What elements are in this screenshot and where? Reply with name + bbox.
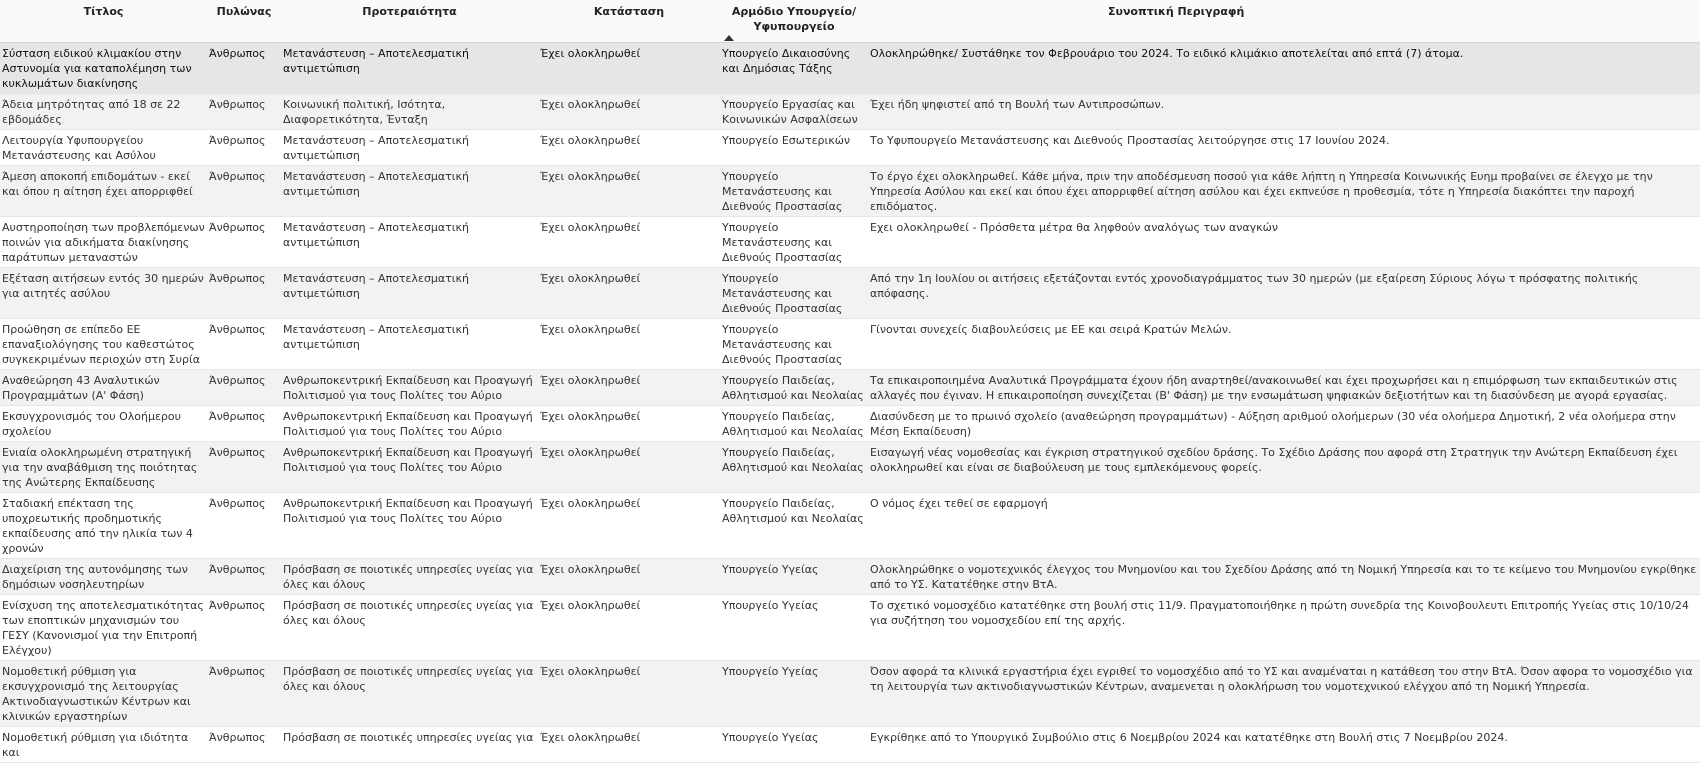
table-row[interactable] bbox=[0, 166, 1700, 217]
cell-priority: Ανθρωποκεντρική Εκπαίδευση και Προαγωγή Πολιτισμού για τους Πολίτες του Αύριο bbox=[281, 493, 538, 559]
cell-pillar: Άνθρωπος bbox=[207, 319, 281, 370]
cell-title: Εξέταση αιτήσεων εντός 30 ημερών για αιτητές ασύλου bbox=[0, 268, 207, 319]
cell-summary: Όσον αφορά τα κλινικά εργαστήρια έχει εγριθεί το νομοσχέδιο από το ΥΣ και αναμέναται η κατάθεση του στην ΒτΑ. Όσον αφορα το νομοσχέδιο για τη λειτουργία των ακτινοδιαγνωστικών Κέντρων, αναμενεται η ολοκλήρωση του νομοτεχνικού ελέγχου από τη Νομική Υπηρεσία. bbox=[868, 661, 1700, 727]
cell-summary: Γίνονται συνεχείς διαβουλεύσεις με ΕΕ και σειρά Κρατών Μελών. bbox=[868, 319, 1700, 370]
column-header-status[interactable]: Κατάσταση bbox=[538, 0, 720, 43]
cell-priority: Πρόσβαση σε ποιοτικές υπηρεσίες υγείας για όλες και όλους bbox=[281, 559, 538, 595]
table-row[interactable] bbox=[0, 268, 1700, 319]
cell-title: Ενιαία ολοκληρωμένη στρατηγική για την αναβάθμιση της ποιότητας της Ανώτερης Εκπαίδευσης bbox=[0, 442, 207, 493]
cell-status: Έχει ολοκληρωθεί bbox=[538, 94, 720, 130]
cell-status: Έχει ολοκληρωθεί bbox=[538, 130, 720, 166]
cell-status: Έχει ολοκληρωθεί bbox=[538, 166, 720, 217]
cell-pillar: Άνθρωπος bbox=[207, 94, 281, 130]
sort-ascending-icon[interactable] bbox=[724, 35, 734, 41]
cell-pillar: Άνθρωπος bbox=[207, 166, 281, 217]
cell-title: Διαχείριση της αυτονόμησης των δημόσιων νοσηλευτηρίων bbox=[0, 559, 207, 595]
cell-summary: Ο νόμος έχει τεθεί σε εφαρμογή bbox=[868, 493, 1700, 559]
cell-pillar: Άνθρωπος bbox=[207, 130, 281, 166]
cell-status: Έχει ολοκληρωθεί bbox=[538, 319, 720, 370]
cell-ministry: Υπουργείο Παιδείας, Αθλητισμού και Νεολαίας bbox=[720, 370, 868, 406]
cell-status: Έχει ολοκληρωθεί bbox=[538, 268, 720, 319]
cell-priority: Κοινωνική πολιτική, Ισότητα, Διαφορετικότητα, Ένταξη bbox=[281, 94, 538, 130]
table-row[interactable] bbox=[0, 370, 1700, 406]
cell-pillar: Άνθρωπος bbox=[207, 43, 281, 94]
table-row[interactable] bbox=[0, 319, 1700, 370]
cell-pillar: Άνθρωπος bbox=[207, 661, 281, 727]
column-header-priority[interactable]: Προτεραιότητα bbox=[281, 0, 538, 43]
cell-pillar: Άνθρωπος bbox=[207, 217, 281, 268]
cell-title: Αυστηροποίηση των προβλεπόμενων ποινών για αδικήματα διακίνησης παράτυπων μεταναστών bbox=[0, 217, 207, 268]
cell-pillar: Άνθρωπος bbox=[207, 370, 281, 406]
cell-pillar: Άνθρωπος bbox=[207, 595, 281, 661]
cell-ministry: Υπουργείο Μετανάστευσης και Διεθνούς Προστασίας bbox=[720, 319, 868, 370]
cell-ministry: Υπουργείο Παιδείας, Αθλητισμού και Νεολαίας bbox=[720, 493, 868, 559]
column-header-ministry[interactable]: Αρμόδιο Υπουργείο/ Υφυπουργείο bbox=[720, 0, 868, 43]
cell-status: Έχει ολοκληρωθεί bbox=[538, 370, 720, 406]
cell-title: Άδεια μητρότητας από 18 σε 22 εβδομάδες bbox=[0, 94, 207, 130]
cell-pillar: Άνθρωπος bbox=[207, 442, 281, 493]
cell-ministry: Υπουργείο Υγείας bbox=[720, 727, 868, 763]
cell-ministry: Υπουργείο Δικαιοσύνης και Δημόσιας Τάξης bbox=[720, 43, 868, 94]
cell-ministry: Υπουργείο Εσωτερικών bbox=[720, 130, 868, 166]
cell-status: Έχει ολοκληρωθεί bbox=[538, 727, 720, 763]
cell-ministry: Υπουργείο Υγείας bbox=[720, 559, 868, 595]
cell-pillar: Άνθρωπος bbox=[207, 268, 281, 319]
cell-status: Έχει ολοκληρωθεί bbox=[538, 217, 720, 268]
cell-summary: Το σχετικό νομοσχέδιο κατατέθηκε στη βουλή στις 11/9. Πραγματοποιήθηκε η πρώτη συνεδρία της Κοινοβουλευτι Επιτροπής Υγείας στις 10/10/24 για συζήτηση του νομοσχεδίου επί της αρχής. bbox=[868, 595, 1700, 661]
cell-status: Έχει ολοκληρωθεί bbox=[538, 595, 720, 661]
cell-summary: Διασύνδεση με το πρωινό σχολείο (αναθεώρηση προγραμμάτων) - Αύξηση αριθμού ολοήμερων (30 νέα ολοήμερα Δημοτική, 2 νέα ολοήμερα στην Μέση Εκπαίδευση) bbox=[868, 406, 1700, 442]
table-row[interactable] bbox=[0, 130, 1700, 166]
cell-ministry: Υπουργείο Εργασίας και Κοινωνικών Ασφαλίσεων bbox=[720, 94, 868, 130]
table-row[interactable] bbox=[0, 595, 1700, 661]
cell-ministry: Υπουργείο Μετανάστευσης και Διεθνούς Προστασίας bbox=[720, 268, 868, 319]
cell-ministry: Υπουργείο Παιδείας, Αθλητισμού και Νεολαίας bbox=[720, 442, 868, 493]
table-row[interactable] bbox=[0, 217, 1700, 268]
cell-priority: Ανθρωποκεντρική Εκπαίδευση και Προαγωγή Πολιτισμού για τους Πολίτες του Αύριο bbox=[281, 370, 538, 406]
cell-status: Έχει ολοκληρωθεί bbox=[538, 493, 720, 559]
cell-priority: Μετανάστευση – Αποτελεσματική αντιμετώπιση bbox=[281, 166, 538, 217]
table-row[interactable] bbox=[0, 727, 1700, 763]
cell-summary: Τα επικαιροποιημένα Αναλυτικά Προγράμματα έχουν ήδη αναρτηθεί/ανακοινωθεί και έχει προχωρήσει και η επιμόρφωση των εκπαιδευτικών στις αλλαγές που έγιναν. Η επικαιροποίηση συνεχίζεται (Β' Φάση) με την ενσωμάτωση ψηφιακών δεξιοτήτων και τη διασύνδεση με αγορά εργασίας. bbox=[868, 370, 1700, 406]
cell-title: Λειτουργία Υφυπουργείου Μετανάστευσης και Ασύλου bbox=[0, 130, 207, 166]
cell-priority: Μετανάστευση – Αποτελεσματική αντιμετώπιση bbox=[281, 217, 538, 268]
column-header-summary[interactable]: Συνοπτική Περιγραφή bbox=[868, 0, 1700, 43]
cell-summary: Το Υφυπουργείο Μετανάστευσης και Διεθνούς Προστασίας λειτούργησε στις 17 Ιουνίου 2024. bbox=[868, 130, 1700, 166]
cell-priority: Μετανάστευση – Αποτελεσματική αντιμετώπιση bbox=[281, 268, 538, 319]
cell-status: Έχει ολοκληρωθεί bbox=[538, 406, 720, 442]
cell-title: Ενίσχυση της αποτελεσματικότητας των εποπτικών μηχανισμών του ΓΕΣΥ (Κανονισμοί για την Επιτροπή Ελέγχου) bbox=[0, 595, 207, 661]
cell-priority: Πρόσβαση σε ποιοτικές υπηρεσίες υγείας για bbox=[281, 727, 538, 763]
cell-summary: Το έργο έχει ολοκληρωθεί. Κάθε μήνα, πριν την αποδέσμευση ποσού για κάθε λήπτη η Υπηρεσία Κοινωνικής Ευημ προβαίνει σε έλεγχο με την Υπηρεσία Ασύλου και εκεί και όπου έχει απορριφθεί αίτηση ασύλου και έχει εκπνεύσε η προθεσμία, τότε η Υπηρεσία διακόπτει την παροχή επιδόματος. bbox=[868, 166, 1700, 217]
cell-ministry: Υπουργείο Μετανάστευσης και Διεθνούς Προστασίας bbox=[720, 217, 868, 268]
cell-ministry: Υπουργείο Υγείας bbox=[720, 595, 868, 661]
cell-summary: Ολοκληρώθηκε ο νομοτεχνικός έλεγχος του Μνημονίου και του Σχεδίου Δράσης από τη Νομική Υπηρεσία και το τε κείμενο του Μνημονίου εγκρίθηκε από το ΥΣ. Κατατέθηκε στην ΒτΑ. bbox=[868, 559, 1700, 595]
cell-priority: Μετανάστευση – Αποτελεσματική αντιμετώπιση bbox=[281, 319, 538, 370]
cell-summary: Εγκρίθηκε από το Υπουργικό Συμβούλιο στις 6 Νοεμβρίου 2024 και κατατέθηκε στη Βουλή στις 7 Νοεμβρίου 2024. bbox=[868, 727, 1700, 763]
cell-summary: Έχει ήδη ψηφιστεί από τη Βουλή των Αντιπροσώπων. bbox=[868, 94, 1700, 130]
cell-priority: Πρόσβαση σε ποιοτικές υπηρεσίες υγείας για όλες και όλους bbox=[281, 661, 538, 727]
cell-title: Εκσυγχρονισμός του Ολοήμερου σχολείου bbox=[0, 406, 207, 442]
table-row[interactable] bbox=[0, 493, 1700, 559]
cell-priority: Μετανάστευση – Αποτελεσματική αντιμετώπιση bbox=[281, 130, 538, 166]
cell-summary: Ολοκληρώθηκε/ Συστάθηκε τον Φεβρουάριο του 2024. Το ειδικό κλιμάκιο αποτελείται από επτά (7) άτομα. bbox=[868, 43, 1700, 94]
table-body bbox=[0, 43, 1700, 763]
cell-title: Προώθηση σε επίπεδο ΕΕ επαναξιολόγησης του καθεστώτος συγκεκριμένων περιοχών στη Συρία bbox=[0, 319, 207, 370]
cell-pillar: Άνθρωπος bbox=[207, 406, 281, 442]
table-row[interactable] bbox=[0, 406, 1700, 442]
cell-status: Έχει ολοκληρωθεί bbox=[538, 559, 720, 595]
cell-summary: Από την 1η Ιουλίου οι αιτήσεις εξετάζονται εντός χρονοδιαγράμματος των 30 ημερών (με εξαίρεση Σύριους λόγω τ πρόσφατης πολιτικής απόφασης. bbox=[868, 268, 1700, 319]
table-row[interactable] bbox=[0, 94, 1700, 130]
cell-priority: Πρόσβαση σε ποιοτικές υπηρεσίες υγείας για όλες και όλους bbox=[281, 595, 538, 661]
cell-title: Νομοθετική ρύθμιση για εκσυγχρονισμό της λειτουργίας Ακτινοδιαγνωστικών Κέντρων και κλινικών εργαστηρίων bbox=[0, 661, 207, 727]
cell-summary: Εχει ολοκληρωθεί - Πρόσθετα μέτρα θα ληφθούν αναλόγως των αναγκών bbox=[868, 217, 1700, 268]
cell-summary: Εισαγωγή νέας νομοθεσίας και έγκριση στρατηγικού σχεδίου δράσης. Το Σχέδιο Δράσης που αφορά στη Στρατηγικ την Ανώτερη Εκπαίδευση έχει ολοκληρωθεί και είναι σε διαβούλευση με τους εμπλεκόμενους φορείς. bbox=[868, 442, 1700, 493]
cell-title: Αναθεώρηση 43 Αναλυτικών Προγραμμάτων (Α' Φάση) bbox=[0, 370, 207, 406]
cell-pillar: Άνθρωπος bbox=[207, 559, 281, 595]
cell-title: Νομοθετική ρύθμιση για ιδιότητα και bbox=[0, 727, 207, 763]
cell-priority: Ανθρωποκεντρική Εκπαίδευση και Προαγωγή Πολιτισμού για τους Πολίτες του Αύριο bbox=[281, 442, 538, 493]
cell-ministry: Υπουργείο Μετανάστευσης και Διεθνούς Προστασίας bbox=[720, 166, 868, 217]
cell-title: Σταδιακή επέκταση της υποχρεωτικής προδημοτικής εκπαίδευσης από την ηλικία των 4 χρονών bbox=[0, 493, 207, 559]
column-header-pillar[interactable]: Πυλώνας bbox=[207, 0, 281, 43]
table-row[interactable] bbox=[0, 559, 1700, 595]
cell-title: Σύσταση ειδικού κλιμακίου στην Αστυνομία για καταπολέμηση των κυκλωμάτων διακίνησης bbox=[0, 43, 207, 94]
cell-status: Έχει ολοκληρωθεί bbox=[538, 661, 720, 727]
table-row[interactable] bbox=[0, 661, 1700, 727]
table-header-row bbox=[0, 0, 1700, 43]
cell-priority: Μετανάστευση – Αποτελεσματική αντιμετώπιση bbox=[281, 43, 538, 94]
cell-pillar: Άνθρωπος bbox=[207, 493, 281, 559]
cell-status: Έχει ολοκληρωθεί bbox=[538, 442, 720, 493]
cell-status: Έχει ολοκληρωθεί bbox=[538, 43, 720, 94]
cell-pillar: Άνθρωπος bbox=[207, 727, 281, 763]
cell-title: Άμεση αποκοπή επιδομάτων - εκεί και όπου η αίτηση έχει απορριφθεί bbox=[0, 166, 207, 217]
column-header-title[interactable]: Τίτλος bbox=[0, 0, 207, 43]
cell-priority: Ανθρωποκεντρική Εκπαίδευση και Προαγωγή Πολιτισμού για τους Πολίτες του Αύριο bbox=[281, 406, 538, 442]
table-row[interactable] bbox=[0, 442, 1700, 493]
table-row[interactable] bbox=[0, 43, 1700, 94]
cell-ministry: Υπουργείο Υγείας bbox=[720, 661, 868, 727]
cell-ministry: Υπουργείο Παιδείας, Αθλητισμού και Νεολαίας bbox=[720, 406, 868, 442]
